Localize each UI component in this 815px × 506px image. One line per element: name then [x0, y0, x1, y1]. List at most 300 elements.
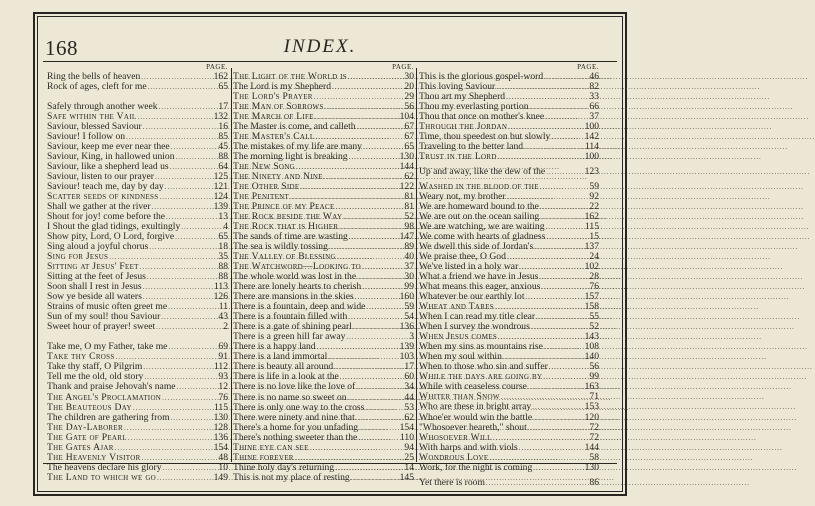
hymn-page-number: 149 — [213, 471, 228, 483]
hymn-page-number: 24 — [589, 251, 599, 263]
hymn-page-number: 126 — [213, 291, 228, 303]
leader-dots — [532, 402, 583, 412]
hymn-page-number: 29 — [404, 91, 414, 103]
hymn-title: There are lonely hearts to cherish — [233, 281, 362, 293]
hymn-page-number: 128 — [213, 421, 228, 433]
leader-dots — [507, 252, 584, 262]
hymn-page-number: 16 — [218, 121, 228, 133]
leader-dots — [366, 302, 399, 312]
hymn-title: "Whosoever heareth," shout — [419, 421, 527, 433]
hymn-page-number: 98 — [404, 221, 414, 233]
hymn-page-number: 112 — [213, 361, 228, 373]
hymn-page-number: 154 — [399, 421, 414, 433]
hymn-title: There is a happy land — [233, 341, 316, 353]
hymn-title: Sow ye beside all waters — [47, 291, 142, 303]
leader-dots — [545, 112, 584, 122]
hymn-page-number: 22 — [589, 201, 599, 213]
hymn-title: There is no love like the love of — [233, 381, 356, 393]
hymn-title: We are out on the ocean sailing — [419, 211, 540, 223]
hymn-title: Saviour! teach me, day by day — [47, 181, 164, 193]
hymn-page-number: 110 — [399, 431, 414, 443]
hymn-title: There is a land immortal — [233, 351, 328, 363]
hymn-title: The Master's Call — [233, 131, 315, 143]
hymn-page-number: 162 — [584, 211, 599, 223]
hymn-title: There's nothing sweeter than the — [233, 431, 358, 443]
leader-dots — [540, 212, 583, 222]
hymn-page-number: 46 — [589, 71, 599, 82]
leader-dots — [549, 362, 584, 372]
hymn-page-number: 34 — [404, 381, 414, 393]
leader-dots — [348, 312, 399, 322]
hymn-page-number: 86 — [589, 476, 599, 488]
hymn-title: Saviour, keep me ever near thee — [47, 141, 170, 153]
leader-dots — [536, 312, 584, 322]
index-entry — [47, 393, 228, 403]
hymn-page-number: 163 — [584, 381, 599, 393]
leader-dots — [334, 362, 399, 372]
leader-dots — [168, 302, 213, 312]
hymn-title: Thine holy day's returning — [233, 461, 335, 473]
leader-dots — [143, 282, 213, 292]
hymn-title: The Land to which we go — [47, 471, 157, 483]
leader-dots — [168, 342, 213, 352]
leader-dots — [351, 473, 399, 483]
hymn-page-number: 113 — [213, 281, 228, 293]
leader-dots — [300, 182, 398, 192]
leader-dots — [528, 423, 584, 433]
hymn-page-number: 89 — [404, 241, 414, 253]
hymn-title: When I survey the wondrous — [419, 321, 530, 333]
index-column-2 — [233, 62, 414, 483]
hymn-title: Scatter seeds of kindness — [47, 191, 159, 203]
hymn-title: Ring the bells of heaven — [47, 71, 141, 82]
hymn-title: We are watching, we are waiting — [419, 221, 545, 233]
hymn-page-number: 28 — [589, 271, 599, 283]
hymn-title: Thine forever — [233, 451, 294, 463]
leader-dots — [534, 242, 583, 252]
hymn-page-number: 93 — [218, 371, 228, 383]
leader-dots — [524, 142, 584, 152]
hymn-title: When I can read my title clear — [419, 311, 536, 323]
hymn-page-number: 137 — [584, 241, 599, 253]
hymn-title: The March of Life — [233, 111, 314, 123]
leader-dots — [531, 322, 584, 332]
hymn-title: Whosoever Will — [419, 431, 492, 443]
leader-dots — [528, 382, 584, 392]
hymn-title: Saviour, King, in hallowed union — [47, 151, 175, 163]
hymn-page-number: 115 — [584, 221, 599, 233]
hymn-page-number: 66 — [589, 101, 599, 113]
hymn-title: The sands of time are wasting — [233, 231, 348, 243]
leader-dots — [359, 423, 399, 433]
hymn-title: The morning light is breaking — [233, 151, 348, 163]
hymn-page-number: 40 — [404, 251, 414, 263]
hymn-page-number: 85 — [218, 131, 228, 143]
hymn-title: The Gates Ajar — [47, 441, 114, 453]
hymn-title: The Day-Laborer — [47, 421, 123, 433]
hymn-page-number: 52 — [589, 321, 599, 333]
hymn-page-number: 100 — [584, 151, 599, 163]
hymn-page-number: 43 — [218, 311, 228, 323]
hymn-page-number: 35 — [218, 251, 228, 263]
hymn-page-number: 18 — [218, 241, 228, 253]
hymn-title: The Valley of Blessing — [233, 251, 336, 263]
hymn-page-number: 144 — [584, 441, 599, 453]
hymn-title: Saviour! I follow on — [47, 131, 126, 143]
leader-dots — [349, 232, 399, 242]
leader-dots — [541, 282, 584, 292]
hymn-title: Shall we gather at the river — [47, 201, 151, 213]
leader-dots — [544, 72, 584, 82]
hymn-title: When my sins as mountains rise — [419, 341, 543, 353]
hymn-title: Safely through another week — [47, 101, 158, 113]
hymn-title: There is a fountain, deep and wide — [233, 301, 366, 313]
hymn-title: When Jesus comes — [419, 331, 498, 343]
leader-dots — [348, 72, 399, 82]
hymn-title: Thank and praise Jehovah's name — [47, 381, 176, 393]
hymn-page-number: 91 — [218, 351, 228, 363]
leader-dots — [546, 167, 583, 177]
hymn-page-number: 71 — [589, 391, 599, 403]
leader-dots — [159, 192, 212, 202]
index-entry — [47, 322, 228, 332]
leader-dots — [325, 102, 399, 112]
leader-dots — [551, 132, 583, 142]
hymn-title: There is no name so sweet on — [233, 391, 347, 403]
leader-dots — [157, 473, 213, 483]
hymn-title: The heavens declare his glory — [47, 461, 162, 473]
hymn-title: We praise thee, O God — [419, 251, 506, 263]
hymn-title: We come with hearts of gladness — [419, 231, 546, 243]
leader-dots — [346, 332, 399, 342]
hymn-title: The whole world was lost in the — [233, 271, 357, 283]
hymn-page-number: 130 — [399, 151, 414, 163]
hymn-title: Sing aloud a joyful chorus — [47, 241, 149, 253]
hymn-title: Shout for joy! come before the — [47, 211, 166, 223]
hymn-title: Thou my everlasting portion — [419, 101, 529, 113]
leader-dots — [363, 142, 399, 152]
index-column-1 — [47, 62, 228, 483]
leader-dots — [356, 382, 399, 392]
leader-dots — [148, 82, 213, 92]
hymn-page-number: 115 — [213, 401, 228, 413]
hymn-page-number: 15 — [589, 231, 599, 243]
hymn-title: Show pity, Lord, O Lord, forgive — [47, 231, 175, 243]
hymn-title: There are mansions in the skies — [233, 291, 354, 303]
hymn-title: Saviour, like a shepherd lead us — [47, 161, 169, 173]
hymn-page-number: 82 — [589, 81, 599, 93]
hymn-title: Washed in the blood of the — [419, 181, 539, 193]
hymn-title: The Rock that is Higher — [233, 221, 339, 233]
hymn-title: The Watchword—Looking to — [233, 261, 362, 273]
hymn-title: The Angel's Proclamation — [47, 391, 162, 403]
hymn-title: While with ceaseless course — [419, 381, 527, 393]
hymn-page-number: 76 — [218, 391, 228, 403]
leader-dots — [486, 478, 584, 488]
hymn-page-number: 54 — [404, 311, 414, 323]
hymn-page-number: 55 — [589, 311, 599, 323]
hymn-page-number: 157 — [584, 291, 599, 303]
index-entry — [419, 473, 599, 493]
leader-dots — [329, 242, 399, 252]
hymn-title: This loving Saviour — [419, 81, 496, 93]
hymn-page-number: 37 — [589, 111, 599, 123]
hymn-page-number: 64 — [218, 161, 228, 173]
hymn-page-number: 162 — [213, 71, 228, 82]
leader-dots — [177, 382, 213, 392]
hymn-page-number: 65 — [218, 81, 228, 93]
hymn-page-number: 13 — [218, 211, 228, 223]
hymn-title: Sitting at the feet of Jesus — [47, 271, 146, 283]
hymn-page-number: 56 — [404, 101, 414, 113]
hymn-title: While the days are going by — [419, 371, 543, 383]
hymn-page-number: 122 — [399, 181, 414, 193]
hymn-title: The mistakes of my life are many — [233, 141, 362, 153]
hymn-page-number: 62 — [404, 171, 414, 183]
hymn-page-number: 65 — [404, 141, 414, 153]
hymn-page-number: 30 — [404, 271, 414, 283]
leader-dots — [519, 443, 584, 453]
hymn-page-number: 10 — [218, 461, 228, 473]
hymn-page-number: 52 — [404, 211, 414, 223]
hymn-page-number: 17 — [218, 101, 228, 113]
hymn-page-number: 81 — [404, 191, 414, 203]
leader-dots — [149, 242, 213, 252]
hymn-page-number: 20 — [404, 81, 414, 93]
hymn-title: I Shout the glad tidings, exultingly — [47, 221, 181, 233]
hymn-page-number: 33 — [589, 91, 599, 103]
hymn-page-number: 154 — [213, 441, 228, 453]
hymn-page-number: 56 — [589, 361, 599, 373]
hymn-title: There were ninety and nine that — [233, 411, 355, 423]
hymn-title: Rock of ages, cleft for me — [47, 81, 147, 93]
hymn-page-number: 130 — [584, 461, 599, 473]
hymn-page-number: 125 — [213, 171, 228, 183]
page-number: 168 — [45, 36, 78, 60]
hymn-title: Weary not, my brother — [419, 191, 506, 203]
hymn-title: Soon shall I rest in Jesus — [47, 281, 142, 293]
leader-dots — [310, 443, 399, 453]
hymn-page-number: 88 — [218, 271, 228, 283]
hymn-page-number: 72 — [589, 431, 599, 443]
leader-dots — [175, 232, 213, 242]
hymn-page-number: 100 — [584, 121, 599, 133]
hymn-page-number: 14 — [404, 461, 414, 473]
leader-dots — [143, 122, 213, 132]
index-entry — [233, 473, 414, 483]
hymn-page-number: 53 — [404, 401, 414, 413]
leader-dots — [357, 122, 399, 132]
leader-dots — [161, 312, 213, 322]
hymn-title: When to those who sin and suffer — [419, 361, 548, 373]
leader-dots — [159, 102, 213, 112]
hymn-page-number: 139 — [399, 341, 414, 353]
hymn-page-number: 62 — [404, 411, 414, 423]
index-entry — [47, 473, 228, 483]
hymn-title: Sweet hour of prayer! sweet — [47, 321, 156, 333]
leader-dots — [332, 82, 399, 92]
hymn-title: Saviour, blessed Saviour — [47, 121, 142, 133]
hymn-page-number: 3 — [409, 331, 414, 343]
hymn-title: Sitting at Jesus' Feet — [47, 261, 139, 273]
hymn-title: Wondrous Love — [419, 451, 489, 463]
leader-dots — [171, 413, 213, 423]
hymn-page-number: 103 — [399, 351, 414, 363]
hymn-page-number: 158 — [584, 301, 599, 313]
index-entry — [419, 463, 599, 473]
index-entry — [233, 393, 414, 403]
hymn-title: The Heavenly Visitor — [47, 451, 141, 463]
hymn-page-number: 59 — [589, 181, 599, 193]
hymn-title: Through the Jordan — [419, 121, 508, 133]
hymn-page-number: 99 — [589, 371, 599, 383]
leader-dots — [365, 403, 399, 413]
hymn-title: Safe within the Vail — [47, 111, 137, 123]
hymn-title: Yet there is room — [419, 476, 485, 488]
hymn-title: The sea is wildly tossing — [233, 241, 328, 253]
hymn-title: There is life in a look at the — [233, 371, 339, 383]
leader-dots — [349, 152, 399, 162]
leader-dots — [336, 202, 399, 212]
hymn-page-number: 25 — [404, 451, 414, 463]
index-entry — [47, 82, 228, 92]
hymn-title: Thou art my Shepherd — [419, 91, 506, 103]
hymn-title: Up and away, like the dew of the — [419, 166, 546, 178]
footer-rule — [43, 463, 617, 464]
hymn-page-number: 59 — [404, 301, 414, 313]
hymn-page-number: 124 — [213, 191, 228, 203]
hymn-page-number: 123 — [584, 166, 599, 178]
hymn-page-number: 37 — [404, 261, 414, 273]
hymn-page-number: 2 — [223, 321, 228, 333]
hymn-title: Thou that once on mother's knee — [419, 111, 545, 123]
hymn-page-number: 130 — [213, 411, 228, 423]
hymn-title: The Rock beside the Way — [233, 211, 343, 223]
hymn-title: The Ninety and Nine — [233, 171, 323, 183]
hymn-title: This is not my place of resting — [233, 471, 350, 483]
hymn-title: There is a fountain filled with — [233, 311, 348, 323]
hymn-title: There is a green hill far away — [233, 331, 346, 343]
hymn-title: What a friend we have in Jesus — [419, 271, 539, 283]
hymn-title: The Prince of my Peace — [233, 201, 335, 213]
hymn-page-number: 44 — [404, 391, 414, 403]
hymn-page-number: 142 — [584, 131, 599, 143]
hymn-title: Whatever be our earthly lot — [419, 291, 525, 303]
hymn-title: The Light of the World is — [233, 71, 347, 82]
hymn-page-number: 30 — [404, 71, 414, 82]
leader-dots — [163, 463, 213, 473]
index-entry — [419, 402, 599, 412]
page-title: INDEX. — [283, 36, 357, 57]
leader-dots — [324, 172, 399, 182]
hymn-title: Whiter than Snow — [419, 391, 500, 403]
hymn-title: There is only one way to the cross — [233, 401, 365, 413]
leader-dots — [156, 322, 213, 332]
hymn-title: Saviour, listen to our prayer — [47, 171, 154, 183]
hymn-title: Work, for the night is coming — [419, 461, 533, 473]
hymn-page-number: 76 — [589, 281, 599, 293]
hymn-page-number: 11 — [218, 301, 228, 313]
hymn-page-number: 48 — [218, 451, 228, 463]
leader-dots — [526, 292, 584, 302]
hymn-page-number: 104 — [399, 111, 414, 123]
leader-dots — [362, 262, 399, 272]
hymn-page-number: 136 — [213, 431, 228, 443]
leader-dots — [362, 282, 399, 292]
leader-dots — [540, 202, 584, 212]
index-entry — [419, 413, 599, 423]
leader-dots — [533, 463, 583, 473]
hymn-page-number: 153 — [584, 401, 599, 413]
leader-dots — [353, 322, 399, 332]
hymn-page-number: 136 — [399, 321, 414, 333]
hymn-page-number: 114 — [584, 141, 599, 153]
leader-dots — [141, 72, 212, 82]
leader-dots — [170, 162, 213, 172]
hymn-title: Tell me the old, old story — [47, 371, 144, 383]
hymn-title: This is the glorious gospel-word — [419, 71, 544, 82]
leader-dots — [546, 222, 584, 232]
hymn-title: Who are these in bright array — [419, 401, 532, 413]
page-column-heading: PAGE. — [206, 63, 228, 71]
hymn-page-number: 160 — [399, 291, 414, 303]
hymn-page-number: 108 — [584, 341, 599, 353]
leader-dots — [140, 262, 213, 272]
hymn-page-number: 121 — [213, 181, 228, 193]
hymn-title: The Lord is my Shepherd — [233, 81, 332, 93]
hymn-page-number: 69 — [218, 341, 228, 353]
leader-dots — [339, 222, 399, 232]
hymn-title: The Man of Sorrows — [233, 101, 324, 113]
hymn-title: Take thy Cross — [47, 351, 115, 363]
leader-dots — [356, 413, 399, 423]
hymn-title: The Beauteous Day — [47, 401, 132, 413]
hymn-title: The Penitent — [233, 191, 290, 203]
hymn-title: The Lord's Prayer — [233, 91, 313, 103]
hymn-title: The Other Side — [233, 181, 300, 193]
index-entry — [419, 152, 599, 162]
leader-dots — [498, 152, 584, 162]
hymn-title: Time, thou speedest on but slowly — [419, 131, 551, 143]
hymn-title: When my soul within — [419, 351, 502, 363]
hymn-page-number: 67 — [404, 121, 414, 133]
hymn-page-number: 17 — [404, 361, 414, 373]
leader-dots — [143, 362, 213, 372]
leader-dots — [171, 142, 213, 152]
leader-dots — [317, 342, 399, 352]
hymn-title: There's a home for you unfading — [233, 421, 359, 433]
hymn-page-number: 72 — [589, 421, 599, 433]
hymn-title: There is a gate of shining pearl — [233, 321, 352, 333]
hymn-page-number: 99 — [404, 281, 414, 293]
hymn-title: With harps and with viols — [419, 441, 518, 453]
leader-dots — [496, 82, 584, 92]
hymn-title: We are homeward bound to the — [419, 201, 539, 213]
index-column-3 — [419, 62, 599, 493]
hymn-title: Trust in the Lord — [419, 151, 497, 163]
leader-dots — [128, 433, 213, 443]
hymn-title: Strains of music often greet me — [47, 301, 168, 313]
hymn-title: Take thy staff, O Pilgrim — [47, 361, 143, 373]
hymn-title: The Gate of Pearl — [47, 431, 127, 443]
hymn-page-number: 65 — [218, 231, 228, 243]
leader-dots — [124, 423, 213, 433]
hymn-page-number: 88 — [218, 261, 228, 273]
hymn-page-number: 81 — [404, 201, 414, 213]
hymn-title: The children are gathering from — [47, 411, 170, 423]
hymn-page-number: 144 — [399, 161, 414, 173]
leader-dots — [162, 393, 213, 403]
